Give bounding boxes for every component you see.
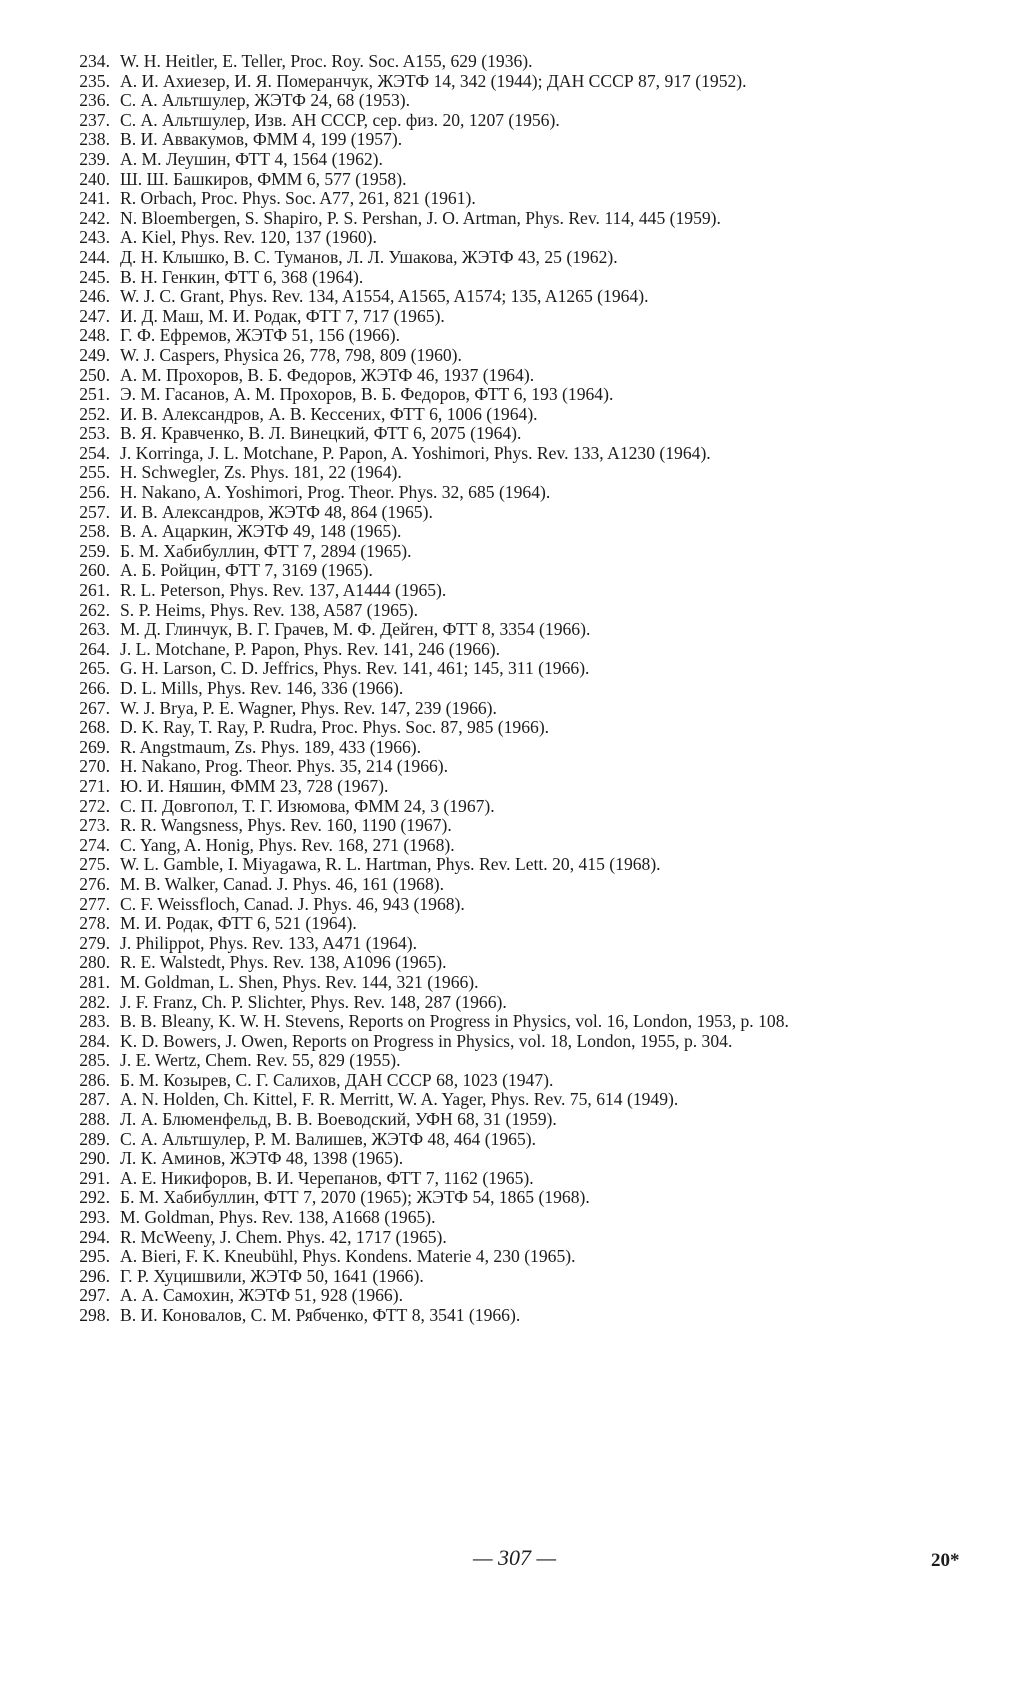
reference-text: W. H. Heitler, E. Teller, Proc. Roy. Soc. A155, 629 (1936). (120, 51, 533, 71)
reference-text: S. P. Heims, Phys. Rev. 138, A587 (1965). (120, 599, 418, 620)
reference-item (62, 72, 962, 92)
reference-item (62, 718, 962, 738)
reference-number: 255. (79, 462, 110, 483)
reference-number: 234. (79, 51, 110, 71)
reference-number: 285. (79, 1050, 110, 1071)
reference-number: 248. (79, 325, 110, 346)
reference-number: 286. (79, 1069, 110, 1090)
reference-number: 272. (79, 795, 110, 816)
reference-item (62, 620, 962, 640)
reference-item (62, 993, 962, 1013)
reference-item (62, 1247, 962, 1267)
reference-item (62, 973, 962, 993)
reference-number: 288. (79, 1109, 110, 1130)
reference-text: D. K. Ray, T. Ray, P. Rudra, Proc. Phys. Soc. 87, 985 (1966). (120, 717, 550, 738)
reference-item (62, 1188, 962, 1208)
reference-number: 282. (79, 991, 110, 1012)
reference-number: 245. (79, 266, 110, 287)
reference-number: 266. (79, 678, 110, 698)
reference-item (62, 444, 962, 464)
reference-text: A. Bieri, F. K. Kneubühl, Phys. Kondens. Materie 4, 230 (1965). (120, 1246, 576, 1267)
reference-item (62, 150, 962, 170)
reference-item (62, 111, 962, 131)
reference-text: R. R. Wangsness, Phys. Rev. 160, 1190 (1967). (120, 815, 452, 836)
reference-item (62, 1149, 962, 1169)
reference-text: D. L. Mills, Phys. Rev. 146, 336 (1966). (120, 678, 404, 698)
signature-mark: 20* (931, 1550, 960, 1571)
reference-number: 270. (79, 756, 110, 777)
reference-item (62, 346, 962, 366)
reference-text: Б. М. Хабибуллин, ФТТ 7, 2070 (1965); ЖЭТФ 54, 1865 (1968). (120, 1187, 590, 1208)
reference-number: 238. (79, 129, 110, 150)
reference-item (62, 914, 962, 934)
reference-number: 249. (79, 344, 110, 365)
reference-text: N. Bloembergen, S. Shapiro, P. S. Pershan, J. O. Artman, Phys. Rev. 114, 445 (1959). (120, 207, 721, 228)
reference-text: Ю. И. Няшин, ФММ 23, 728 (1967). (120, 775, 389, 796)
reference-item (62, 91, 962, 111)
reference-text: J. Korringa, J. L. Motchane, P. Papon, A. Yoshimori, Phys. Rev. 133, A1230 (1964). (120, 442, 711, 463)
reference-item (62, 757, 962, 777)
reference-text: H. Schwegler, Zs. Phys. 181, 22 (1964). (120, 462, 402, 483)
reference-item (62, 1110, 962, 1130)
reference-item (62, 1071, 962, 1091)
reference-number: 262. (79, 599, 110, 620)
reference-item (62, 424, 962, 444)
reference-item (62, 542, 962, 562)
reference-text: В. Я. Кравченко, В. Л. Винецкий, ФТТ 6, 2075 (1964). (120, 423, 522, 444)
reference-number: 281. (79, 971, 110, 992)
reference-text: J. Philippot, Phys. Rev. 133, A471 (1964). (120, 932, 417, 953)
reference-text: В. И. Коновалов, С. М. Рябченко, ФТТ 8, 3541 (1966). (120, 1305, 521, 1325)
reference-text: Л. А. Блюменфельд, В. В. Воеводский, УФН 68, 31 (1959). (120, 1109, 557, 1130)
reference-item (62, 463, 962, 483)
reference-text: G. H. Larson, C. D. Jeffrics, Phys. Rev. 141, 461; 145, 311 (1966). (120, 658, 590, 679)
reference-number: 235. (79, 70, 110, 91)
reference-text: А. Е. Никифоров, В. И. Черепанов, ФТТ 7, 1162 (1965). (120, 1167, 534, 1188)
reference-text: В. А. Ацаркин, ЖЭТФ 49, 148 (1965). (120, 521, 402, 542)
reference-number: 250. (79, 364, 110, 385)
reference-text: W. J. Caspers, Physica 26, 778, 798, 809 (1960). (120, 344, 462, 365)
reference-text: Г. Ф. Ефремов, ЖЭТФ 51, 156 (1966). (120, 325, 400, 346)
reference-number: 239. (79, 148, 110, 169)
reference-text: M. Goldman, Phys. Rev. 138, A1668 (1965). (120, 1207, 436, 1228)
reference-item (62, 581, 962, 601)
reference-text: J. L. Motchane, P. Papon, Phys. Rev. 141, 246 (1966). (120, 638, 501, 659)
reference-item (62, 934, 962, 954)
reference-item (62, 307, 962, 327)
reference-text: А. М. Леушин, ФТТ 4, 1564 (1962). (120, 148, 383, 169)
reference-item (62, 895, 962, 915)
reference-number: 264. (79, 638, 110, 659)
reference-text: Б. М. Хабибуллин, ФТТ 7, 2894 (1965). (120, 540, 412, 561)
reference-text: А. М. Прохоров, В. Б. Федоров, ЖЭТФ 46, 1937 (1964). (120, 364, 535, 385)
reference-text: В. Н. Генкин, ФТТ 6, 368 (1964). (120, 266, 364, 287)
reference-number: 265. (79, 658, 110, 679)
reference-item (62, 1012, 962, 1032)
reference-number: 278. (79, 913, 110, 934)
reference-number: 279. (79, 932, 110, 953)
reference-item (62, 1267, 962, 1287)
reference-number: 242. (79, 207, 110, 228)
reference-text: H. Nakano, Prog. Theor. Phys. 35, 214 (1966). (120, 756, 449, 777)
reference-item (62, 797, 962, 817)
reference-item (62, 228, 962, 248)
reference-number: 241. (79, 188, 110, 209)
reference-number: 246. (79, 286, 110, 307)
page-number: — 307 — (472, 1545, 557, 1570)
reference-item (62, 1090, 962, 1110)
reference-text: С. А. Альтшулер, Р. М. Валишев, ЖЭТФ 48, 464 (1965). (120, 1128, 537, 1149)
reference-text: Б. М. Козырев, С. Г. Салихов, ДАН СССР 68, 1023 (1947). (120, 1069, 554, 1090)
reference-number: 244. (79, 246, 110, 267)
reference-number: 247. (79, 305, 110, 326)
reference-number: 294. (79, 1226, 110, 1247)
reference-number: 267. (79, 697, 110, 718)
reference-item (62, 875, 962, 895)
reference-item (62, 1130, 962, 1150)
reference-text: C. F. Weissfloch, Canad. J. Phys. 46, 943 (1968). (120, 893, 465, 914)
reference-number: 268. (79, 717, 110, 738)
reference-item (62, 130, 962, 150)
reference-text: W. J. Brya, P. E. Wagner, Phys. Rev. 147, 239 (1966). (120, 697, 497, 718)
reference-text: R. Orbach, Proc. Phys. Soc. A77, 261, 821 (1961). (120, 188, 476, 209)
reference-text: М. Д. Глинчук, В. Г. Грачев, М. Ф. Дейген, ФТТ 8, 3354 (1966). (120, 619, 591, 640)
reference-item (62, 1286, 962, 1306)
reference-item (62, 1169, 962, 1189)
reference-item (62, 248, 962, 268)
reference-number: 275. (79, 854, 110, 875)
reference-item (62, 659, 962, 679)
reference-number: 293. (79, 1207, 110, 1228)
reference-text: H. Nakano, A. Yoshimori, Prog. Theor. Phys. 32, 685 (1964). (120, 482, 551, 503)
reference-text: Г. Р. Хуцишвили, ЖЭТФ 50, 1641 (1966). (120, 1265, 424, 1286)
reference-text: B. B. Bleany, K. W. H. Stevens, Reports on Progress in Physics, vol. 16, London, 1953, p. 108. (120, 1011, 789, 1032)
reference-number: 261. (79, 580, 110, 601)
reference-item (62, 836, 962, 856)
reference-number: 298. (79, 1305, 110, 1325)
reference-text: А. А. Самохин, ЖЭТФ 51, 928 (1966). (120, 1285, 403, 1306)
reference-text: R. McWeeny, J. Chem. Phys. 42, 1717 (1965). (120, 1226, 447, 1247)
reference-number: 269. (79, 736, 110, 757)
reference-item (62, 738, 962, 758)
reference-number: 287. (79, 1089, 110, 1110)
reference-number: 291. (79, 1167, 110, 1188)
reference-item (62, 1051, 962, 1071)
reference-number: 274. (79, 834, 110, 855)
reference-item (62, 1208, 962, 1228)
reference-number: 276. (79, 873, 110, 894)
reference-number: 240. (79, 168, 110, 189)
reference-item (62, 777, 962, 797)
reference-text: С. П. Довгопол, Т. Г. Изюмова, ФММ 24, 3 (1967). (120, 795, 495, 816)
reference-item (62, 1306, 962, 1326)
reference-number: 289. (79, 1128, 110, 1149)
reference-item (62, 855, 962, 875)
reference-number: 296. (79, 1265, 110, 1286)
reference-item (62, 816, 962, 836)
reference-number: 254. (79, 442, 110, 463)
reference-number: 253. (79, 423, 110, 444)
reference-text: W. L. Gamble, I. Miyagawa, R. L. Hartman, Phys. Rev. Lett. 20, 415 (1968). (120, 854, 661, 875)
reference-text: J. E. Wertz, Chem. Rev. 55, 829 (1955). (120, 1050, 401, 1071)
reference-number: 284. (79, 1030, 110, 1051)
reference-text: И. Д. Маш, М. И. Родак, ФТТ 7, 717 (1965). (120, 305, 445, 326)
reference-number: 297. (79, 1285, 110, 1306)
reference-number: 257. (79, 501, 110, 522)
reference-item (62, 1228, 962, 1248)
reference-text: В. И. Аввакумов, ФММ 4, 199 (1957). (120, 129, 403, 150)
reference-text: И. В. Александров, А. В. Кессених, ФТТ 6, 1006 (1964). (120, 403, 538, 424)
reference-item (62, 953, 962, 973)
reference-item (62, 483, 962, 503)
reference-item (62, 268, 962, 288)
reference-item (62, 561, 962, 581)
reference-item (62, 522, 962, 542)
reference-text: Ш. Ш. Башкиров, ФММ 6, 577 (1958). (120, 168, 407, 189)
reference-text: Д. Н. Клышко, В. С. Туманов, Л. Л. Ушакова, ЖЭТФ 43, 25 (1962). (120, 246, 618, 267)
reference-text: Л. К. Аминов, ЖЭТФ 48, 1398 (1965). (120, 1148, 404, 1169)
reference-item (62, 1032, 962, 1052)
reference-text: И. В. Александров, ЖЭТФ 48, 864 (1965). (120, 501, 433, 522)
reference-text: A. Kiel, Phys. Rev. 120, 137 (1960). (120, 227, 377, 248)
reference-text: R. L. Peterson, Phys. Rev. 137, A1444 (1965). (120, 580, 447, 601)
reference-text: Э. М. Гасанов, А. М. Прохоров, В. Б. Федоров, ФТТ 6, 193 (1964). (120, 384, 614, 405)
reference-item (62, 209, 962, 229)
reference-number: 259. (79, 540, 110, 561)
reference-text: А. Б. Ройцин, ФТТ 7, 3169 (1965). (120, 560, 373, 581)
reference-item (62, 699, 962, 719)
reference-text: R. Angstmaum, Zs. Phys. 189, 433 (1966). (120, 736, 422, 757)
reference-item (62, 385, 962, 405)
reference-text: С. А. Альтшулер, Изв. АН СССР, сер. физ. 20, 1207 (1956). (120, 109, 560, 130)
reference-number: 277. (79, 893, 110, 914)
reference-item (62, 405, 962, 425)
reference-text: М. И. Родак, ФТТ 6, 521 (1964). (120, 913, 357, 934)
reference-text: J. F. Franz, Ch. P. Slichter, Phys. Rev. 148, 287 (1966). (120, 991, 507, 1012)
reference-item (62, 326, 962, 346)
reference-text: A. N. Holden, Ch. Kittel, F. R. Merritt, W. A. Yager, Phys. Rev. 75, 614 (1949). (120, 1089, 679, 1110)
reference-text: C. Yang, A. Honig, Phys. Rev. 168, 271 (1968). (120, 834, 455, 855)
reference-item (62, 170, 962, 190)
reference-list (62, 52, 962, 1326)
reference-item (62, 679, 962, 699)
reference-number: 258. (79, 521, 110, 542)
reference-text: R. E. Walstedt, Phys. Rev. 138, A1096 (1965). (120, 952, 447, 973)
reference-item (62, 287, 962, 307)
reference-number: 295. (79, 1246, 110, 1267)
reference-number: 280. (79, 952, 110, 973)
reference-text: M. Goldman, L. Shen, Phys. Rev. 144, 321 (1966). (120, 971, 479, 992)
reference-number: 290. (79, 1148, 110, 1169)
reference-number: 236. (79, 90, 110, 111)
reference-number: 263. (79, 619, 110, 640)
reference-text: W. J. C. Grant, Phys. Rev. 134, A1554, A1565, A1574; 135, A1265 (1964). (120, 286, 649, 307)
reference-item (62, 640, 962, 660)
reference-number: 260. (79, 560, 110, 581)
reference-number: 256. (79, 482, 110, 503)
reference-number: 292. (79, 1187, 110, 1208)
reference-number: 283. (79, 1011, 110, 1032)
reference-item (62, 189, 962, 209)
reference-item (62, 366, 962, 386)
reference-text: С. А. Альтшулер, ЖЭТФ 24, 68 (1953). (120, 90, 411, 111)
reference-text: K. D. Bowers, J. Owen, Reports on Progress in Physics, vol. 18, London, 1955, p. 304. (120, 1030, 733, 1051)
reference-text: M. B. Walker, Canad. J. Phys. 46, 161 (1968). (120, 873, 444, 894)
reference-number: 252. (79, 403, 110, 424)
reference-number: 243. (79, 227, 110, 248)
reference-item (62, 503, 962, 523)
reference-number: 271. (79, 775, 110, 796)
reference-text: А. И. Ахиезер, И. Я. Померанчук, ЖЭТФ 14, 342 (1944); ДАН СССР 87, 917 (1952). (120, 70, 747, 91)
reference-item (62, 601, 962, 621)
reference-number: 251. (79, 384, 110, 405)
reference-number: 237. (79, 109, 110, 130)
reference-number: 273. (79, 815, 110, 836)
reference-item (62, 52, 962, 72)
